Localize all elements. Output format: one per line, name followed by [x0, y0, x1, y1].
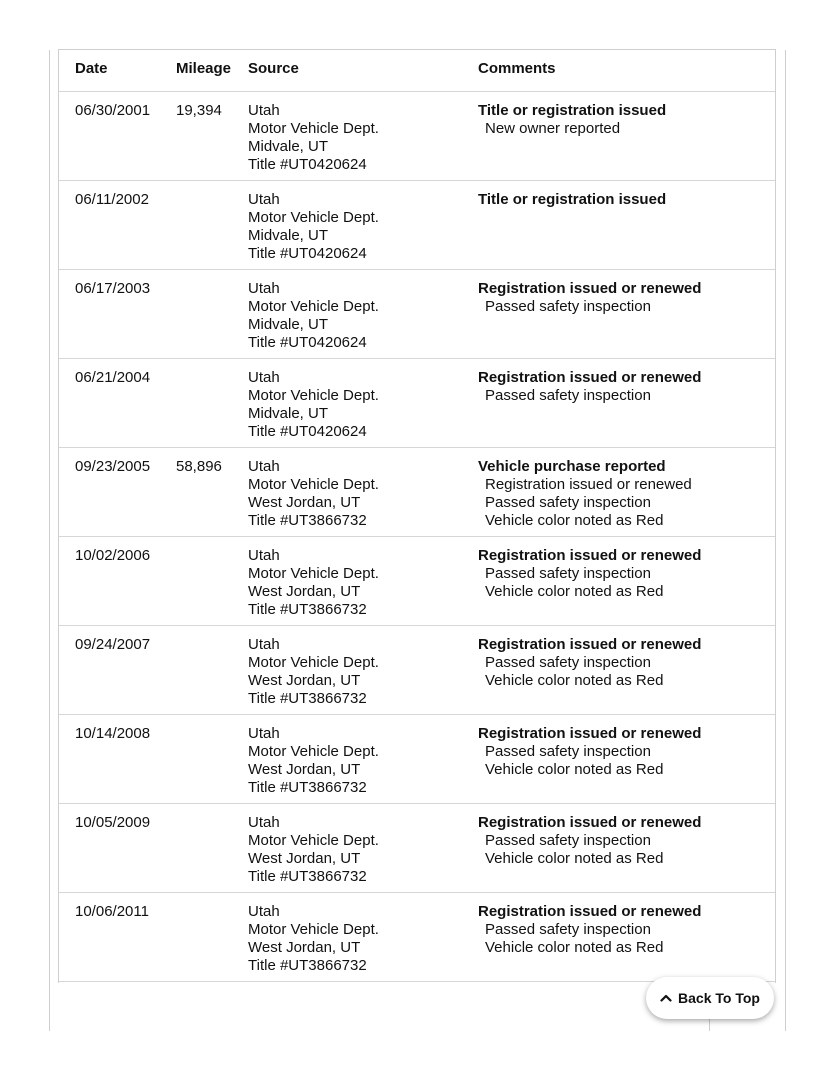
row-source	[248, 547, 379, 619]
row-date: 09/24/2007	[75, 636, 151, 653]
table-row	[59, 92, 775, 181]
row-source	[248, 725, 379, 797]
source-line: Motor Vehicle Dept.	[248, 565, 379, 582]
source-line: Midvale, UT	[248, 227, 329, 244]
header-source: Source	[248, 60, 299, 77]
history-table	[58, 49, 776, 983]
source-line: Motor Vehicle Dept.	[248, 387, 379, 404]
comment-note: Passed safety inspection	[485, 743, 651, 760]
source-line: Title #UT3866732	[248, 868, 367, 885]
row-source	[248, 458, 379, 530]
comment-note: Passed safety inspection	[485, 387, 651, 404]
row-date: 10/06/2011	[75, 903, 149, 920]
source-line: Utah	[248, 725, 280, 742]
table-row	[59, 715, 775, 804]
source-line: Utah	[248, 102, 280, 119]
comment-note: Vehicle color noted as Red	[485, 939, 664, 956]
source-line: West Jordan, UT	[248, 583, 361, 600]
frame-divider-right	[785, 50, 786, 1031]
row-comments	[478, 191, 666, 209]
source-line: Midvale, UT	[248, 316, 329, 333]
source-line: Motor Vehicle Dept.	[248, 298, 379, 315]
frame-divider-left	[49, 50, 50, 1031]
source-line: West Jordan, UT	[248, 494, 361, 511]
comment-note: Vehicle color noted as Red	[485, 761, 664, 778]
table-row	[59, 537, 775, 626]
comment-note: Passed safety inspection	[485, 654, 651, 671]
row-mileage: 58,896	[176, 458, 222, 475]
row-comments	[478, 102, 666, 138]
table-row	[59, 270, 775, 359]
comment-note: Passed safety inspection	[485, 298, 651, 315]
source-line: West Jordan, UT	[248, 672, 361, 689]
row-source	[248, 636, 379, 708]
source-line: Motor Vehicle Dept.	[248, 476, 379, 493]
header-mileage: Mileage	[176, 60, 232, 77]
comment-title: Registration issued or renewed	[478, 280, 702, 297]
table-row	[59, 626, 775, 715]
source-line: West Jordan, UT	[248, 850, 361, 867]
source-line: Midvale, UT	[248, 138, 329, 155]
comment-note: Vehicle color noted as Red	[485, 512, 664, 529]
table-header	[59, 50, 775, 92]
chevron-up-icon	[660, 993, 672, 1003]
row-source	[248, 102, 379, 174]
comment-note: Passed safety inspection	[485, 494, 651, 511]
source-line: Utah	[248, 191, 280, 208]
source-line: Utah	[248, 814, 280, 831]
comment-note: Registration issued or renewed	[485, 476, 692, 493]
source-line: Motor Vehicle Dept.	[248, 209, 379, 226]
row-date: 06/30/2001	[75, 102, 151, 119]
comment-title: Registration issued or renewed	[478, 903, 702, 920]
row-date: 10/02/2006	[75, 547, 151, 564]
comment-title: Registration issued or renewed	[478, 369, 702, 386]
row-comments	[478, 814, 701, 868]
source-line: Utah	[248, 636, 280, 653]
table-body	[59, 92, 775, 982]
row-source	[248, 903, 379, 975]
source-line: Title #UT0420624	[248, 334, 367, 351]
row-source	[248, 814, 379, 886]
source-line: West Jordan, UT	[248, 939, 361, 956]
comment-title: Vehicle purchase reported	[478, 458, 666, 475]
table-row	[59, 359, 775, 448]
row-date: 10/05/2009	[75, 814, 151, 831]
table-row	[59, 181, 775, 270]
row-mileage: 19,394	[176, 102, 222, 119]
row-comments	[478, 725, 701, 779]
comment-title: Registration issued or renewed	[478, 814, 702, 831]
row-date: 06/11/2002	[75, 191, 149, 208]
source-line: Utah	[248, 903, 280, 920]
source-line: Motor Vehicle Dept.	[248, 654, 379, 671]
source-line: Title #UT3866732	[248, 601, 367, 618]
row-source	[248, 280, 379, 352]
back-to-top-button[interactable]	[646, 977, 774, 1019]
source-line: Utah	[248, 547, 280, 564]
source-line: Motor Vehicle Dept.	[248, 120, 379, 137]
source-line: Title #UT0420624	[248, 156, 367, 173]
comment-note: New owner reported	[485, 120, 621, 137]
back-to-top-label: Back To Top	[678, 990, 760, 1006]
source-line: Title #UT3866732	[248, 690, 367, 707]
row-comments	[478, 547, 701, 601]
source-line: Title #UT0420624	[248, 245, 367, 262]
comment-note: Vehicle color noted as Red	[485, 850, 664, 867]
table-row	[59, 893, 775, 982]
source-line: Title #UT3866732	[248, 779, 367, 796]
source-line: Title #UT3866732	[248, 957, 367, 974]
comment-title: Title or registration issued	[478, 102, 667, 119]
header-comments: Comments	[478, 60, 556, 77]
source-line: Utah	[248, 280, 280, 297]
row-source	[248, 191, 379, 263]
row-date: 09/23/2005	[75, 458, 151, 475]
source-line: West Jordan, UT	[248, 761, 361, 778]
source-line: Motor Vehicle Dept.	[248, 743, 379, 760]
source-line: Midvale, UT	[248, 405, 329, 422]
source-line: Motor Vehicle Dept.	[248, 832, 379, 849]
row-comments	[478, 903, 701, 957]
header-date: Date	[75, 60, 108, 77]
row-date: 06/17/2003	[75, 280, 151, 297]
source-line: Title #UT3866732	[248, 512, 367, 529]
row-comments	[478, 636, 701, 690]
comment-title: Registration issued or renewed	[478, 636, 702, 653]
comment-note: Vehicle color noted as Red	[485, 672, 664, 689]
comment-note: Passed safety inspection	[485, 832, 651, 849]
row-date: 06/21/2004	[75, 369, 151, 386]
source-line: Utah	[248, 369, 280, 386]
comment-title: Registration issued or renewed	[478, 547, 702, 564]
comment-note: Passed safety inspection	[485, 565, 651, 582]
table-row	[59, 448, 775, 537]
row-comments	[478, 369, 701, 405]
row-comments	[478, 280, 701, 316]
comment-note: Passed safety inspection	[485, 921, 651, 938]
row-date: 10/14/2008	[75, 725, 151, 742]
row-source	[248, 369, 379, 441]
source-line: Motor Vehicle Dept.	[248, 921, 379, 938]
table-row	[59, 804, 775, 893]
comment-title: Title or registration issued	[478, 191, 667, 208]
source-line: Title #UT0420624	[248, 423, 367, 440]
source-line: Utah	[248, 458, 280, 475]
comment-title: Registration issued or renewed	[478, 725, 702, 742]
comment-note: Vehicle color noted as Red	[485, 583, 664, 600]
row-comments	[478, 458, 692, 530]
